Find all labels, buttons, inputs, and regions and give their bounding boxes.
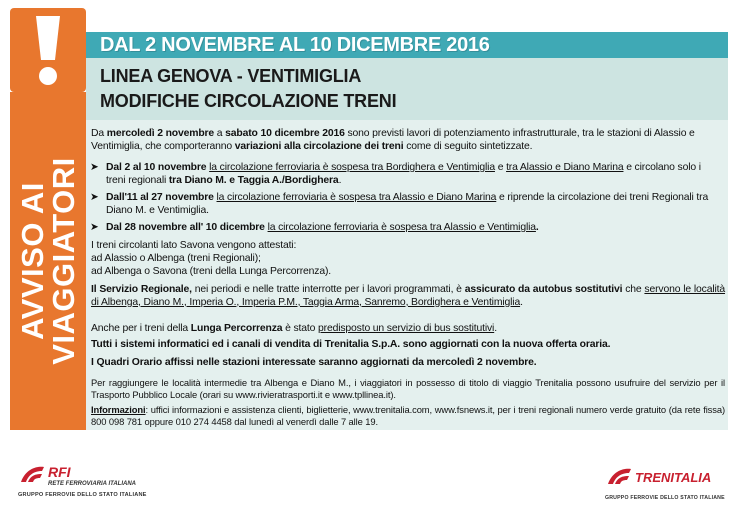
bus-paragraph bbox=[91, 284, 725, 310]
bullet-date: Dall'11 al 27 novembre bbox=[106, 192, 214, 203]
lunga-text: è stato bbox=[282, 323, 318, 334]
bus-text: . bbox=[520, 296, 523, 308]
intro-emphasis: variazioni alla circolazione dei treni bbox=[234, 140, 404, 152]
bullet-text: e circolano solo i treni regionali bbox=[106, 162, 701, 186]
notice-content bbox=[86, 120, 728, 430]
side-banner-line2: VIAGGIATORI bbox=[46, 157, 81, 365]
bullet-text: . bbox=[535, 222, 539, 233]
page-subtitle: MODIFICHE CIRCOLAZIONE TRENI bbox=[100, 91, 397, 111]
intro-end-date: sabato 10 dicembre 2016 bbox=[225, 128, 345, 139]
date-banner bbox=[86, 32, 728, 58]
arrow-bullet-icon: ➤ bbox=[90, 222, 99, 233]
lunga-text: . bbox=[494, 323, 497, 334]
bullet-text-underlined: la circolazione ferroviaria è sospesa tra Alassio e Diano Marina bbox=[216, 192, 497, 203]
intro-text: Da bbox=[91, 128, 107, 139]
exclamation-icon bbox=[30, 14, 66, 88]
trenitalia-group: GRUPPO FERROVIE DELLO STATO ITALIANE bbox=[605, 495, 725, 501]
quadri-paragraph: I Quadri Orario affissi nelle stazioni interessate saranno aggiornati da mercoledì 2 novembre. bbox=[91, 357, 537, 368]
side-banner bbox=[10, 92, 86, 430]
alert-box bbox=[10, 8, 86, 92]
title-area bbox=[86, 58, 728, 120]
savona-line: I treni circolanti lato Savona vengono attestati: bbox=[91, 240, 297, 251]
bullet-text-bold: tra Diano M. e Taggia A./Bordighera bbox=[168, 174, 339, 186]
bus-text-bold: assicurato da autobus sostitutivi bbox=[464, 284, 623, 295]
intro-start-date: mercoledì 2 novembre bbox=[106, 128, 215, 139]
side-banner-line1: AVVISO AI bbox=[15, 182, 50, 340]
savona-paragraph bbox=[91, 240, 725, 278]
intro-text: a bbox=[214, 128, 226, 139]
intro-text: come di seguito sintetizzate. bbox=[403, 140, 533, 152]
tpl-paragraph: Per raggiungere le località intermedie tra Albenga e Diano M., i viaggiatori in possesso di titolo di viaggio Trenitalia possono usufruire del servizio per il Trasporto Pubblico Locale (orari su www.rivieratrasporti.it e www.tpllinea.it). bbox=[91, 377, 725, 400]
bus-text-underlined: servono le località di Albenga, Diano M., Imperia O., Imperia P.M., Taggia Arma, Sanremo, Bordighera e Ventimiglia bbox=[91, 284, 726, 308]
bullet-text: e riprende la circolazione dei treni Regionali tra Diano M. e Ventimiglia. bbox=[106, 192, 709, 216]
lunga-text: Anche per i treni della bbox=[91, 323, 191, 334]
trenitalia-name: TRENITALIA bbox=[635, 470, 712, 485]
info-paragraph bbox=[91, 404, 725, 428]
fs-logo-icon bbox=[18, 464, 46, 486]
bullet-text: . bbox=[338, 174, 342, 186]
arrow-bullet-icon: ➤ bbox=[90, 192, 99, 203]
savona-line: ad Alassio o Albenga (treni Regionali); bbox=[91, 252, 261, 264]
footer bbox=[0, 430, 738, 518]
side-banner-text bbox=[17, 101, 79, 421]
bullet-date: Dal 28 novembre all' 10 dicembre bbox=[106, 222, 265, 233]
bullet-text-underlined: la circolazione ferroviaria è sospesa tra Alassio e Ventimiglia bbox=[267, 222, 536, 233]
rfi-group: GRUPPO FERROVIE DELLO STATO ITALIANE bbox=[18, 492, 147, 498]
rfi-subtitle: RETE FERROVIARIA ITALIANA bbox=[48, 481, 136, 487]
info-text: : uffici informazioni e assistenza clienti, biglietterie, www.trenitalia.com, www.fsnews.it, per i treni regionali numero verde gratuito (da rete fissa) 800 098 781 oppure 010 274 4458 dal lunedì al venerdì dalle 7 alle 19. bbox=[91, 404, 725, 427]
intro-paragraph bbox=[91, 128, 725, 154]
bus-text: che bbox=[622, 284, 645, 295]
lunga-text-underlined: predisposto un servizio di bus sostitutivi bbox=[318, 323, 495, 334]
info-label: Informazioni bbox=[91, 404, 146, 415]
sistemi-paragraph: Tutti i sistemi informatici ed i canali di vendita di Trenitalia S.p.A. sono aggiornati con la nuova offerta oraria. bbox=[91, 339, 611, 350]
bullet-date: Dal 2 al 10 novembre bbox=[106, 162, 207, 173]
bullet-text-underlined: tra Alassio e Diano Marina bbox=[506, 162, 624, 173]
bus-text-bold: Il Servizio Regionale, bbox=[91, 284, 192, 295]
bullet-text-underlined: la circolazione ferroviaria è sospesa tra Bordighera e Ventimiglia bbox=[209, 162, 495, 173]
date-range: DAL 2 NOVEMBRE AL 10 DICEMBRE 2016 bbox=[100, 34, 490, 56]
lunga-paragraph bbox=[91, 323, 725, 336]
page-title: LINEA GENOVA - VENTIMIGLIA bbox=[100, 66, 362, 86]
fs-logo-icon bbox=[605, 466, 633, 488]
lunga-text-bold: Lunga Percorrenza bbox=[190, 323, 283, 334]
intro-text: sono previsti lavori di potenziamento infrastrutturale, tra le stazioni di Alassio e Ventimiglia, che comporteranno bbox=[91, 128, 695, 152]
bullet-text: e bbox=[494, 162, 507, 173]
savona-line: ad Albenga o Savona (treni della Lunga Percorrenza). bbox=[91, 265, 332, 277]
rfi-name: RFI bbox=[48, 464, 71, 480]
bus-text: nei periodi e nelle tratte interrotte per i lavori programmati, è bbox=[191, 284, 465, 295]
arrow-bullet-icon: ➤ bbox=[90, 162, 99, 173]
